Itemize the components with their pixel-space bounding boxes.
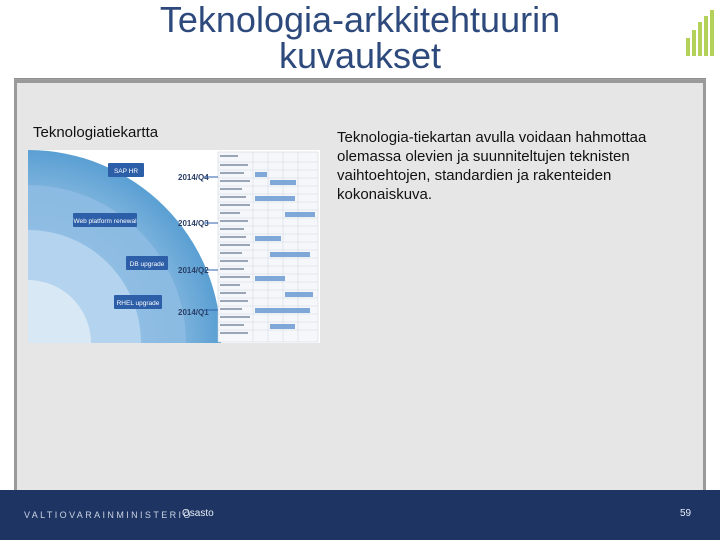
department-label: Osasto <box>182 508 214 519</box>
footer-bar <box>0 490 720 540</box>
roadmap-svg <box>28 150 320 343</box>
description-text: Teknologia-tiekartan avulla voidaan hahmottaa olemassa olevien ja suunniteltujen teknisten vaihtoehtojen, standardien ja rakenteiden kokonaiskuva. <box>337 129 647 203</box>
svg-text:2014/Q4: 2014/Q4 <box>178 173 209 182</box>
svg-text:2014/Q3: 2014/Q3 <box>178 219 209 228</box>
svg-text:DB upgrade: DB upgrade <box>129 261 165 268</box>
svg-text:Web platform renewal: Web platform renewal <box>73 218 137 225</box>
page-number: 59 <box>680 508 692 519</box>
title-line-1: Teknologia-arkkitehtuurin <box>159 2 561 40</box>
ministry-name: VALTIOVARAINMINISTERIÖ <box>24 510 193 520</box>
svg-text:SAP HR: SAP HR <box>113 168 139 175</box>
logo-icon <box>684 10 716 56</box>
technology-roadmap-figure <box>28 150 320 343</box>
svg-text:2014/Q1: 2014/Q1 <box>178 308 209 317</box>
roadmap-grid <box>218 152 318 342</box>
slide-title <box>110 2 610 80</box>
title-line-2: kuvaukset <box>278 35 442 76</box>
left-heading: Teknologiatiekartta <box>33 124 159 141</box>
svg-text:2014/Q2: 2014/Q2 <box>178 266 209 275</box>
svg-text:RHEL upgrade: RHEL upgrade <box>116 300 160 307</box>
